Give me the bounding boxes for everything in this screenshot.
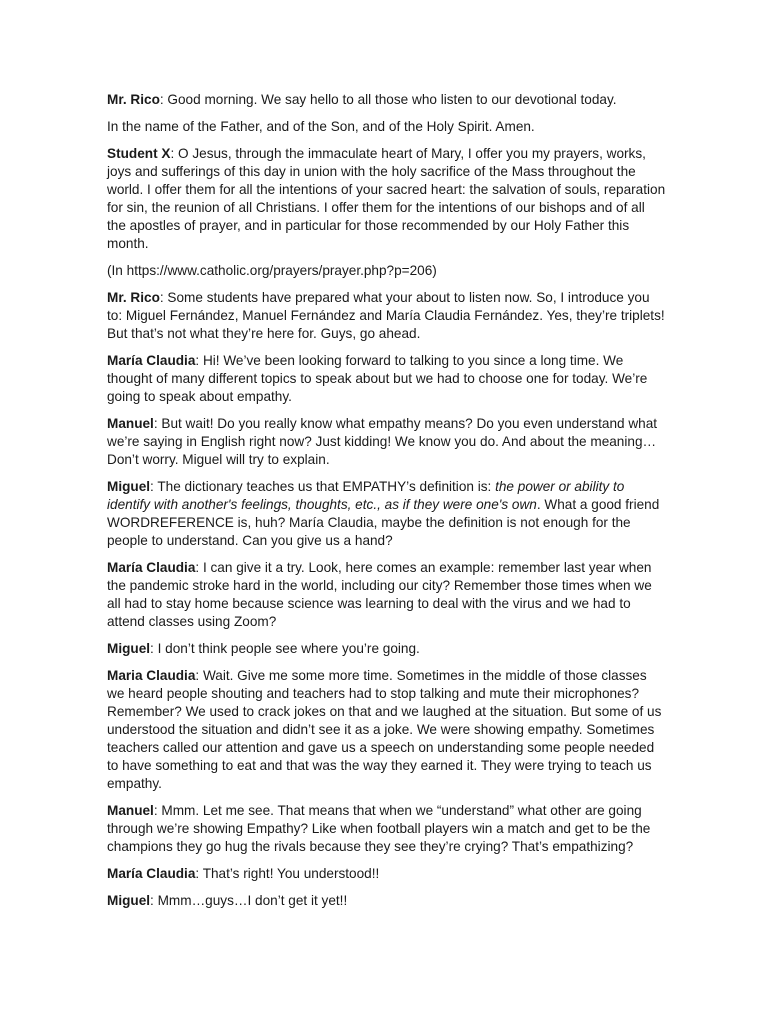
speaker-name: Miguel — [107, 893, 151, 908]
paragraph-text: : Hi! We’ve been looking forward to talking to you since a long time. We thought of many different topics to speak about but we had to choose one for today. We’re going to speak about empathy. — [107, 353, 648, 404]
paragraph-12 — [107, 802, 667, 856]
paragraph-5 — [107, 289, 667, 343]
paragraph-6 — [107, 352, 667, 406]
paragraph-text: . What a good friend WORDREFERENCE is, huh? María Claudia, maybe the definition is not enough for the people to understand. Can you give us a hand? — [107, 497, 660, 548]
paragraph-text: : That’s right! You understood!! — [195, 866, 380, 881]
speaker-name: Miguel — [107, 479, 151, 494]
paragraph-7 — [107, 415, 667, 469]
speaker-name: Manuel — [107, 416, 154, 431]
paragraph-text: (In https://www.catholic.org/prayers/prayer.php?p=206) — [107, 263, 437, 278]
paragraph-text: : Good morning. We say hello to all those who listen to our devotional today. — [159, 92, 617, 107]
paragraph-4-source-citation — [107, 262, 667, 280]
paragraph-13 — [107, 865, 667, 883]
paragraph-9 — [107, 559, 667, 631]
paragraph-8 — [107, 478, 667, 550]
paragraph-14 — [107, 892, 667, 910]
speaker-name: María Claudia — [107, 353, 196, 368]
paragraph-text: : Mmm…guys…I don’t get it yet!! — [150, 893, 348, 908]
paragraph-text: : Wait. Give me some more time. Sometimes in the middle of those classes we heard people shouting and teachers had to stop talking and mute their microphones? Remember? We used to crack jokes on that and we laughed at the situation. But some of us understood the situation and didn’t see it as a joke. We were showing empathy. Sometimes teachers called our attention and gave us a speech on understanding some people needed to have something to eat and that was the way they earned it. They were trying to teach us empathy. — [107, 668, 662, 791]
paragraph-text: In the name of the Father, and of the Son, and of the Holy Spirit. Amen. — [107, 119, 535, 134]
speaker-name: Manuel — [107, 803, 154, 818]
paragraph-text: : I don’t think people see where you’re going. — [150, 641, 420, 656]
paragraph-10 — [107, 640, 667, 658]
paragraph-1 — [107, 91, 667, 109]
speaker-name: Student X — [107, 146, 171, 161]
speaker-name: María Claudia — [107, 866, 196, 881]
paragraph-text: : Mmm. Let me see. That means that when we “understand” what other are going through we’re showing Empathy? Like when football players win a match and get to be the champions they go hug the rivals because they see they’re crying? That’s empathizing? — [107, 803, 651, 854]
document-page — [107, 91, 667, 919]
speaker-name: Miguel — [107, 641, 151, 656]
speaker-name: Mr. Rico — [107, 290, 160, 305]
paragraph-text: : Some students have prepared what your about to listen now. So, I introduce you to: Miguel Fernández, Manuel Fernández and María Claudia Fernández. Yes, they’re triplets! But that’s not what they’re here for. Guys, go ahead. — [107, 290, 665, 341]
paragraph-2 — [107, 118, 667, 136]
definition-quote: the power or ability to identify with another's feelings, thoughts, etc., as if they were one's own — [107, 479, 625, 512]
paragraph-11 — [107, 667, 667, 793]
paragraph-text: : I can give it a try. Look, here comes an example: remember last year when the pandemic stroke hard in the world, including our city? Remember those times when we all had to stay home because science was learning to deal with the virus and we had to attend classes using Zoom? — [107, 560, 652, 629]
speaker-name: María Claudia — [107, 560, 196, 575]
speaker-name: Mr. Rico — [107, 92, 160, 107]
paragraph-text: : The dictionary teaches us that EMPATHY’s definition is: — [150, 479, 496, 494]
paragraph-text: : But wait! Do you really know what empathy means? Do you even understand what we’re saying in English right now? Just kidding! We know you do. And about the meaning…Don’t worry. Miguel will try to explain. — [107, 416, 658, 467]
speaker-name: Maria Claudia — [107, 668, 196, 683]
paragraph-text: : O Jesus, through the immaculate heart of Mary, I offer you my prayers, works, joys and sufferings of this day in union with the holy sacrifice of the Mass throughout the world. I offer them for all the intentions of your sacred heart: the salvation of souls, reparation for sin, the reunion of all Christians. I offer them for the intentions of our bishops and of all the apostles of prayer, and in particular for those recommended by our Holy Father this month. — [107, 146, 666, 251]
paragraph-3 — [107, 145, 667, 253]
